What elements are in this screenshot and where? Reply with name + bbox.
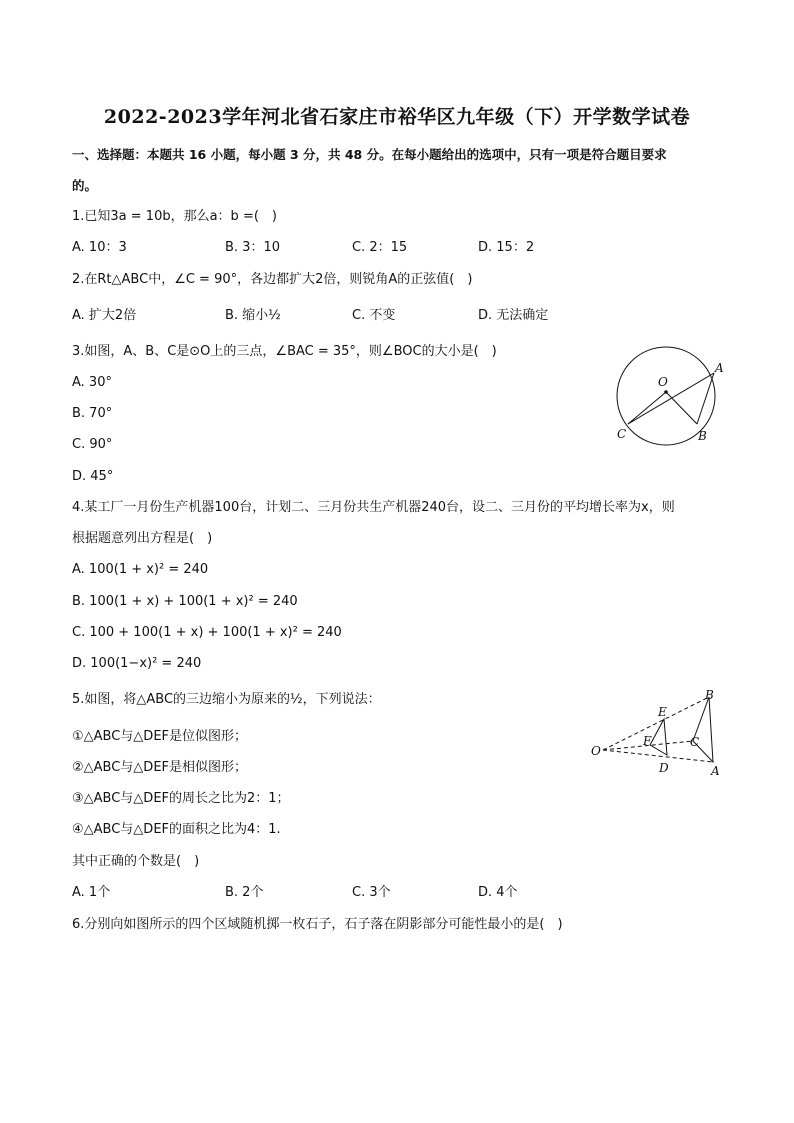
label-a: A bbox=[715, 361, 724, 375]
q3-option-a: A. 30° bbox=[72, 375, 112, 390]
triangle-abc bbox=[693, 697, 713, 762]
q1-option-c: C. 2：15 bbox=[352, 240, 408, 255]
segment-oc bbox=[628, 392, 666, 424]
label-c: C bbox=[617, 427, 627, 441]
q4-stem-line1: 4.某工厂一月份生产机器100台，计划二、三月份共生产机器240台，设二、三月份的平均增长率为x，则 bbox=[72, 500, 675, 515]
q3-option-d: D. 45° bbox=[72, 469, 114, 484]
page-title: 2022-2023学年河北省石家庄市裕华区九年级（下）开学数学试卷 bbox=[103, 106, 691, 128]
q3-option-b: B. 70° bbox=[72, 406, 113, 421]
q2-stem: 2.在Rt△ABC中，∠C = 90°，各边都扩大2倍，则锐角A的正弦值( ) bbox=[72, 272, 473, 287]
q5-question: 其中正确的个数是( ) bbox=[72, 854, 200, 869]
center-point bbox=[664, 390, 668, 394]
q4-option-c: C. 100 + 100(1 + x) + 100(1 + x)² = 240 bbox=[72, 625, 342, 640]
label-o: O bbox=[591, 744, 601, 758]
q5-item-4: ④△ABC与△DEF的面积之比为4：1. bbox=[72, 822, 281, 837]
q4-stem-line2: 根据题意列出方程是( ) bbox=[72, 531, 213, 546]
triangle-def bbox=[650, 719, 667, 755]
q2-option-b: B. 缩小½ bbox=[225, 308, 281, 323]
segment-ac bbox=[628, 373, 714, 424]
q6-stem: 6.分别向如图所示的四个区域随机掷一枚石子，石子落在阴影部分可能性最小的是( ) bbox=[72, 917, 563, 932]
ray-oa bbox=[603, 750, 713, 762]
q5-option-a: A. 1个 bbox=[72, 885, 111, 900]
q5-option-d: D. 4个 bbox=[478, 885, 518, 900]
q3-circle-figure bbox=[605, 345, 740, 450]
q5-homothety-figure bbox=[585, 683, 730, 783]
q4-option-b: B. 100(1 + x) + 100(1 + x)² = 240 bbox=[72, 594, 298, 609]
section-heading-line2: 的。 bbox=[72, 178, 98, 193]
label-b: B bbox=[698, 429, 707, 443]
label-a: A bbox=[711, 764, 720, 778]
segment-ab bbox=[697, 373, 714, 424]
q2-option-d: D. 无法确定 bbox=[478, 308, 549, 323]
label-d: D bbox=[659, 761, 669, 775]
q1-option-d: D. 15：2 bbox=[478, 240, 535, 255]
q5-option-b: B. 2个 bbox=[225, 885, 264, 900]
label-o: O bbox=[658, 375, 668, 389]
label-e: E bbox=[658, 705, 667, 719]
q2-option-a: A. 扩大2倍 bbox=[72, 308, 137, 323]
label-f: F bbox=[643, 734, 652, 748]
q1-stem: 1.已知3a = 10b，那么a：b =( ) bbox=[72, 209, 277, 224]
q3-stem: 3.如图，A、B、C是⊙O上的三点，∠BAC = 35°，则∠BOC的大小是( ) bbox=[72, 344, 497, 359]
q4-option-d: D. 100(1−x)² = 240 bbox=[72, 656, 202, 671]
section-heading-line1: 一、选择题：本题共 16 小题，每小题 3 分，共 48 分。在每小题给出的选项中，只有一项是符合题目要求 bbox=[72, 147, 667, 162]
q1-option-a: A. 10：3 bbox=[72, 240, 127, 255]
label-b: B bbox=[705, 688, 714, 702]
q5-item-2: ②△ABC与△DEF是相似图形； bbox=[72, 760, 248, 775]
q2-option-c: C. 不变 bbox=[352, 308, 396, 323]
q5-stem: 5.如图，将△ABC的三边缩小为原来的½，下列说法： bbox=[72, 692, 381, 707]
q4-option-a: A. 100(1 + x)² = 240 bbox=[72, 562, 209, 577]
label-c: C bbox=[690, 735, 700, 749]
q3-option-c: C. 90° bbox=[72, 437, 113, 452]
q5-option-c: C. 3个 bbox=[352, 885, 391, 900]
q1-option-b: B. 3：10 bbox=[225, 240, 280, 255]
segment-ob bbox=[666, 392, 697, 424]
q5-item-3: ③△ABC与△DEF的周长之比为2：1； bbox=[72, 791, 290, 806]
q5-item-1: ①△ABC与△DEF是位似图形； bbox=[72, 729, 248, 744]
